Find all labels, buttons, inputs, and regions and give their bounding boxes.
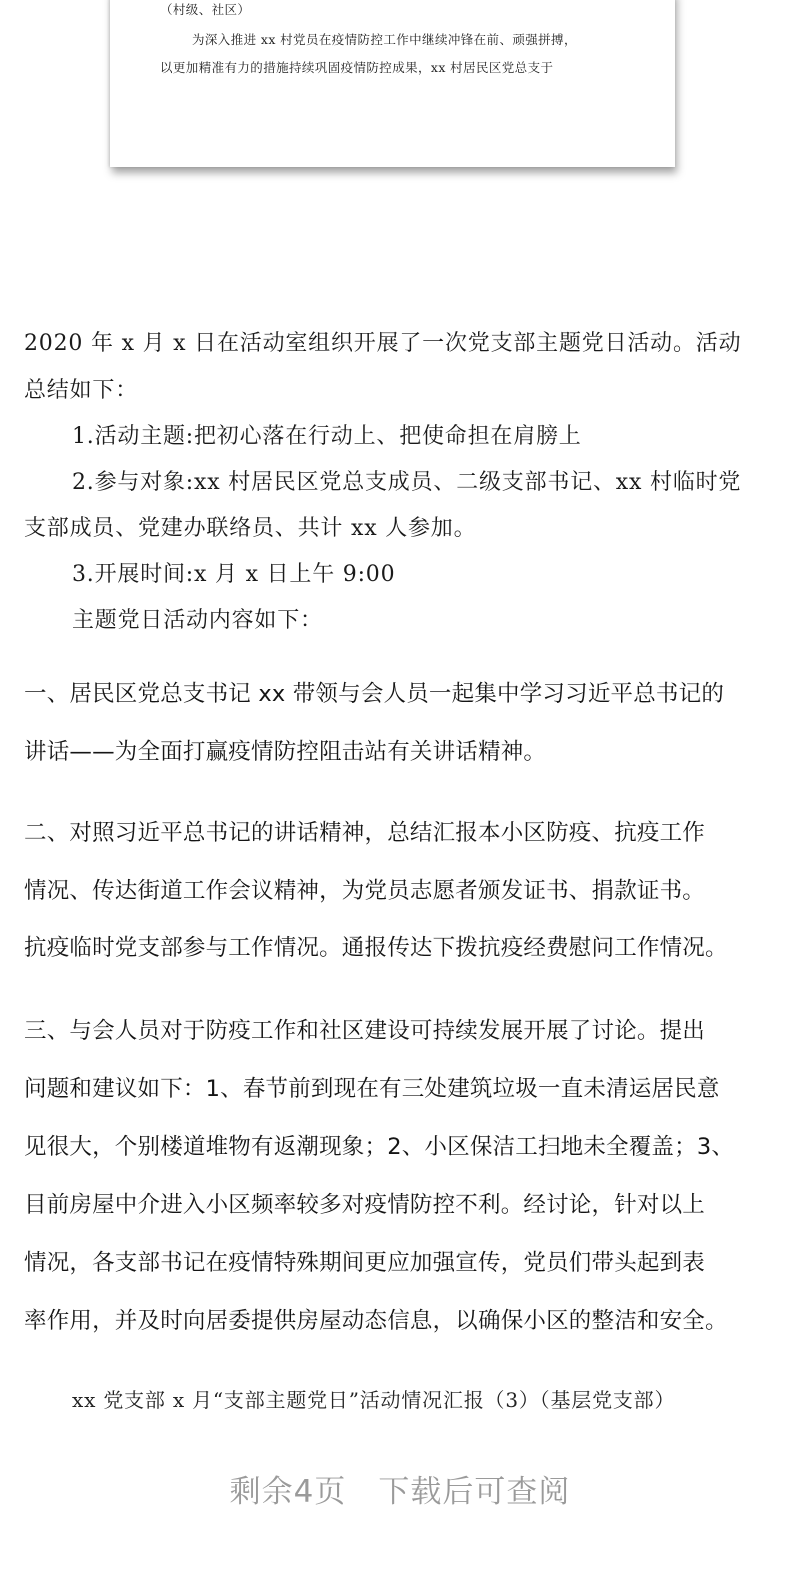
section-three-line: 目前房屋中介进入小区频率较多对疫情防控不利。经讨论，针对以上 bbox=[24, 1192, 706, 1218]
intro-line: 2020 年 x 月 x 日在活动室组织开展了一次党支部主题党日活动。活动 bbox=[24, 331, 742, 356]
section-three-line: 情况，各支部书记在疫情特殊期间更应加强宣传，党员们带头起到表 bbox=[24, 1250, 706, 1276]
next-document-title: xx 党支部 x 月“支部主题党日”活动情况汇报（3）（基层党支部） bbox=[72, 1388, 676, 1412]
section-one-line: 讲话——为全面打赢疫情防控阻击站有关讲话精神。 bbox=[24, 739, 547, 765]
section-three-line: 三、与会人员对于防疫工作和社区建设可持续发展开展了讨论。提出 bbox=[24, 1018, 706, 1044]
section-three-line: 见很大，个别楼道堆物有返潮现象；2、小区保洁工扫地未全覆盖；3、 bbox=[24, 1134, 735, 1160]
remaining-pages-notice[interactable]: 剩余4页 下载后可查阅 bbox=[229, 1474, 571, 1510]
section-two-line: 抗疫临时党支部参与工作情况。通报传达下拨抗疫经费慰问工作情况。 bbox=[24, 935, 728, 961]
section-three-line: 问题和建议如下：1、春节前到现在有三处建筑垃圾一直未清运居民意 bbox=[24, 1076, 720, 1102]
content-heading: 主题党日活动内容如下： bbox=[72, 608, 323, 633]
section-two-line: 二、对照习近平总书记的讲话精神，总结汇报本小区防疫、抗疫工作 bbox=[24, 820, 706, 846]
preview-line: 以更加精准有力的措施持续巩固疫情防控成果，xx 村居民区党总支于 bbox=[160, 60, 554, 75]
document-preview-card bbox=[110, 0, 675, 167]
activity-time: 3.开展时间:x 月 x 日上午 9:00 bbox=[72, 562, 396, 587]
participants-line: 支部成员、党建办联络员、共计 xx 人参加。 bbox=[24, 516, 477, 541]
section-two-line: 情况、传达街道工作会议精神，为党员志愿者颁发证书、捐款证书。 bbox=[24, 878, 706, 904]
section-one-line: 一、居民区党总支书记 xx 带领与会人员一起集中学习习近平总书记的 bbox=[24, 681, 725, 707]
activity-theme: 1.活动主题:把初心落在行动上、把使命担在肩膀上 bbox=[72, 424, 582, 449]
section-three-line: 率作用，并及时向居委提供房屋动态信息，以确保小区的整洁和安全。 bbox=[24, 1308, 728, 1334]
preview-line: 为深入推进 xx 村党员在疫情防控工作中继续冲锋在前、顽强拼搏， bbox=[192, 32, 577, 47]
intro-line: 总结如下： bbox=[24, 378, 139, 403]
preview-line: （村级、社区） bbox=[160, 2, 251, 17]
participants-line: 2.参与对象:xx 村居民区党总支成员、二级支部书记、xx 村临时党 bbox=[72, 470, 742, 495]
